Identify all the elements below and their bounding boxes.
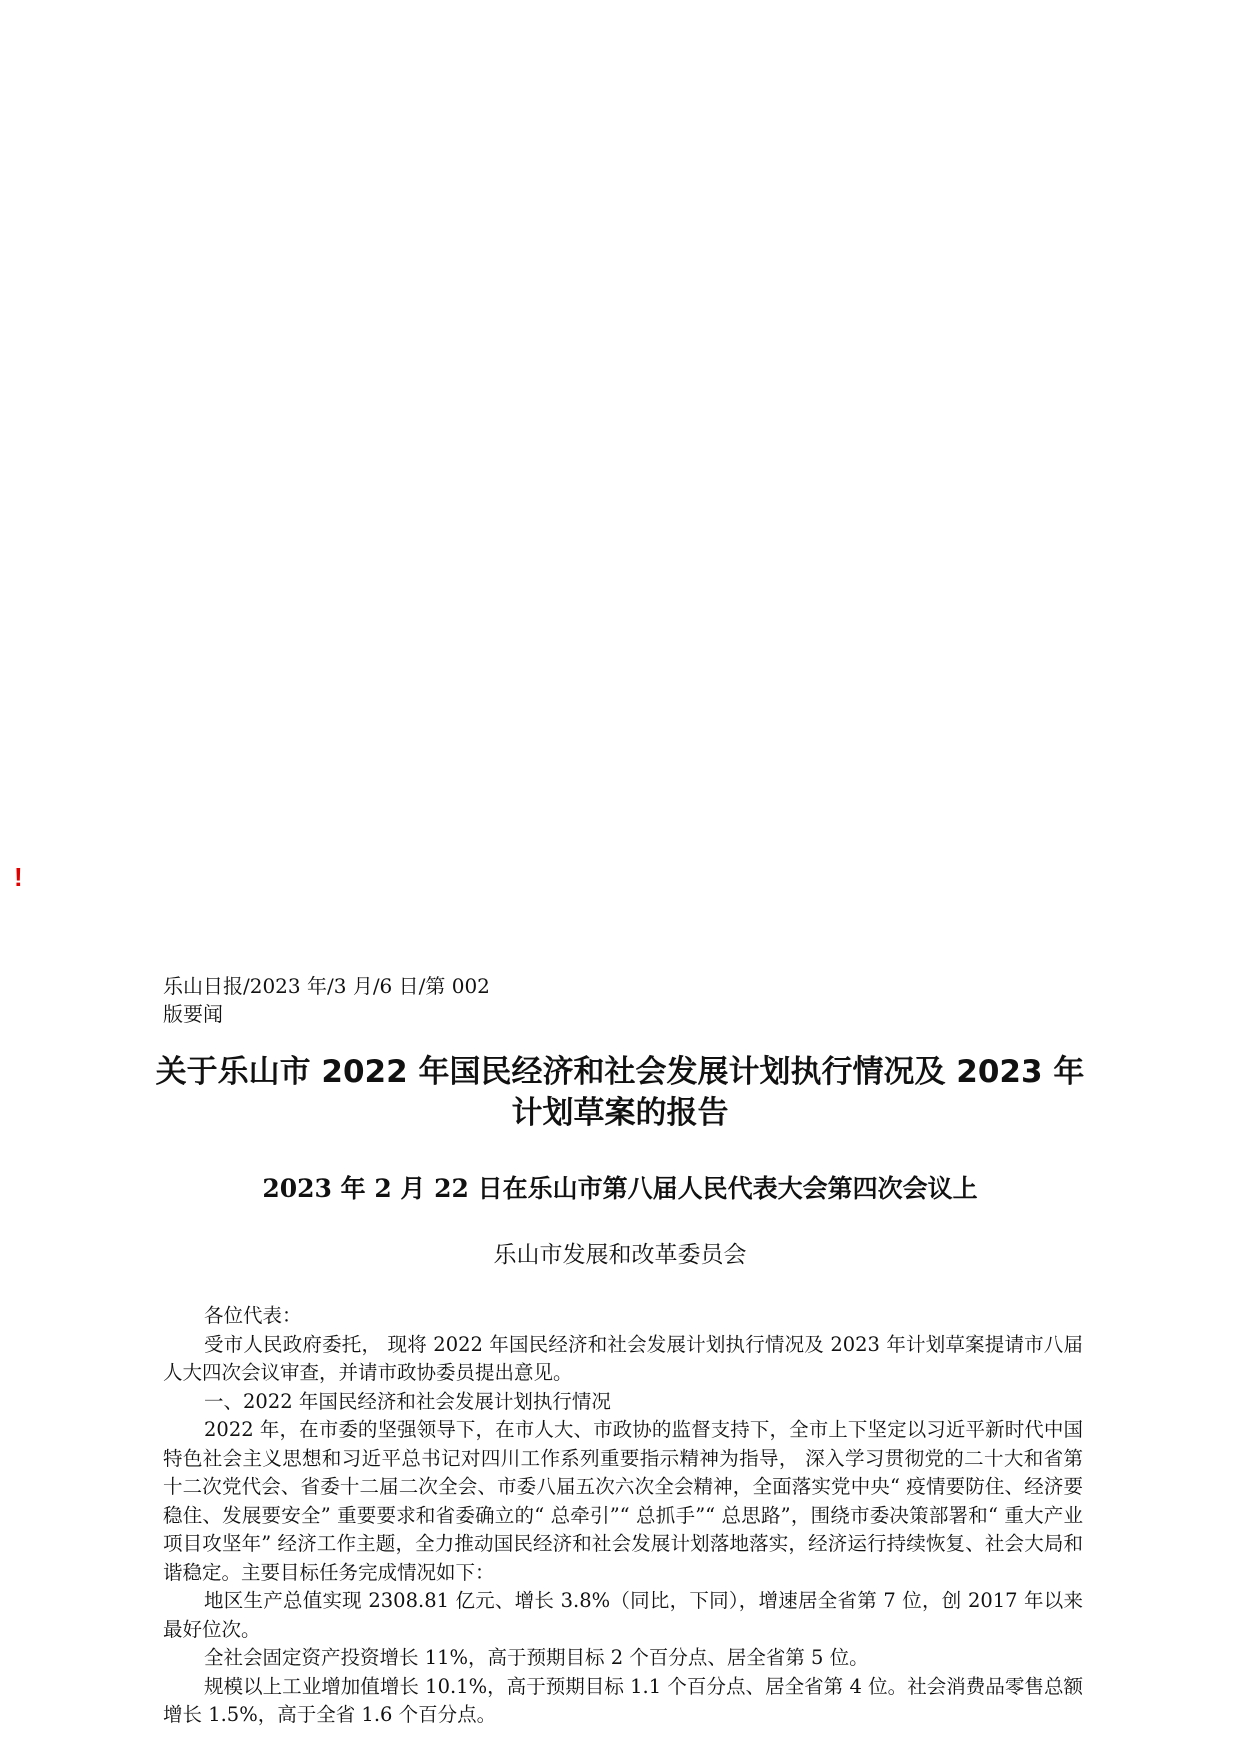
report-body bbox=[163, 1302, 1083, 1730]
paragraph-investment: 全社会固定资产投资增长 11%，高于预期目标 2 个百分点、居全省第 5 位。 bbox=[204, 1646, 869, 1669]
paragraph-gdp: 地区生产总值实现 2308.81 亿元、增长 3.8%（同比，下同），增速居全省第 7 位，创 2017 年以来最好位次。 bbox=[163, 1589, 1083, 1641]
source-line bbox=[163, 972, 490, 1028]
source-line-2: 版要闻 bbox=[163, 1002, 223, 1026]
section-heading-1: 一、2022 年国民经济和社会发展计划执行情况 bbox=[204, 1389, 611, 1413]
paragraph-overview: 2022 年，在市委的坚强领导下，在市人大、市政协的监督支持下，全市上下坚定以习近平新时代中国特色社会主义思想和习近平总书记对四川工作系列重要指示精神为指导， 深入学习贯彻党的二十大和省第十二次党代会、省委十二届二次全会、市委八届五次六次全会精神，全面落实党中央“ 疫情要防住、经济要稳住、发展要安全” 重要要求和省委确立的“ 总牵引”“ 总抓手”“ 总思路”，围绕市委决策部署和“ 重大产业项目攻坚年” 经济工作主题，全力推动国民经济和社会发展计划落地落实，经济运行持续恢复、社会大局和谐稳定。主要目标任务完成情况如下： bbox=[163, 1418, 1083, 1584]
issuing-organization: 乐山市发展和改革委员会 bbox=[493, 1242, 747, 1268]
paragraph-salutation: 各位代表： bbox=[204, 1304, 302, 1327]
red-exclamation-mark: ! bbox=[14, 862, 23, 892]
source-line-1: 乐山日报/2023 年/3 月/6 日/第 002 bbox=[163, 974, 490, 998]
paragraph-intro: 受市人民政府委托， 现将 2022 年国民经济和社会发展计划执行情况及 2023 年计划草案提请市八届人大四次会议审查，并请市政协委员提出意见。 bbox=[163, 1332, 1083, 1384]
paragraph-industry: 规模以上工业增加值增长 10.1%，高于预期目标 1.1 个百分点、居全省第 4 位。社会消费品零售总额增长 1.5%，高于全省 1.6 个百分点。 bbox=[163, 1674, 1083, 1726]
report-title: 关于乐山市 2022 年国民经济和社会发展计划执行情况及 2023 年计划草案的报告 bbox=[155, 1054, 1085, 1131]
report-subtitle: 2023 年 2 月 22 日在乐山市第八届人民代表大会第四次会议上 bbox=[262, 1174, 978, 1203]
